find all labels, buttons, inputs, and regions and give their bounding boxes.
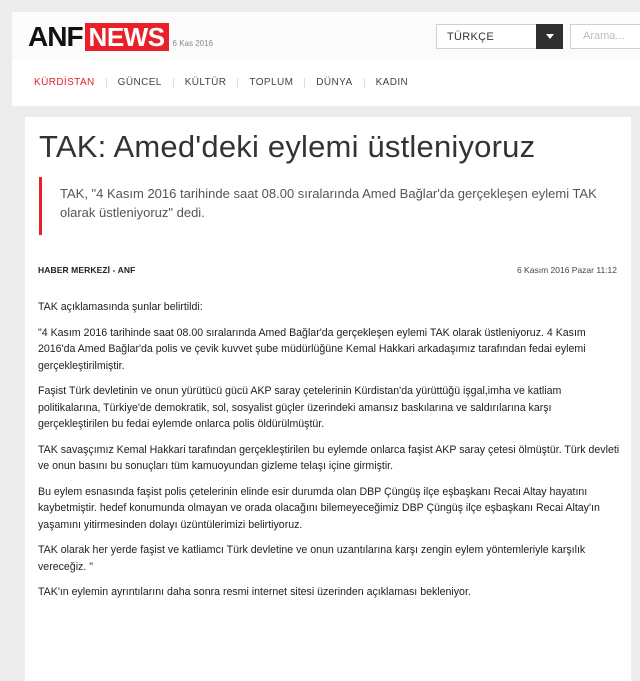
nav-item-guncel[interactable]: GÜNCEL — [106, 78, 173, 88]
search-input[interactable]: Arama... — [570, 24, 640, 49]
article-paragraph: TAK açıklamasında şunlar belirtildi: — [38, 301, 203, 313]
logo-anf-text: ANF — [28, 21, 83, 52]
logo-news-text: NEWS — [85, 23, 169, 51]
main-nav — [12, 60, 640, 106]
nav-item-kadin[interactable]: KADIN — [364, 78, 420, 88]
article-summary: TAK, "4 Kasım 2016 tarihinde saat 08.00 sıralarında Amed Bağlar'da gerçekleşen eylemi TAK olarak üstleniyoruz" dedi. — [39, 177, 599, 235]
article-body — [38, 299, 623, 610]
article-paragraph: Faşist Türk devletinin ve onun yürütücü gücü AKP saray çetelerinin Kürdistan'da yürüttüğü işgal,imha ve katliam politikalarına, Türkiye'de demokratik, sol, sosyalist güçler üzerindeki amansız baskılarına ve saldırılarına karşı gerçekleştirilen bu fedai eylemde onlarca polis öldürülmüştür. — [38, 385, 562, 430]
caret-down-icon — [546, 34, 554, 39]
article-paragraph: Bu eylem esnasında faşist polis çetelerinin elinde esir durumda olan DBP Çüngüş ilçe eşbaşkanı Recai Altay hayatını kaybetmiştir. hedef konumunda olmayan ve orada olacağını bilemeyeceğimiz DBP Çüngüş ilçe eşbaşkanı Recai Altay'ın yaşamını yitirmesinden dolayı üzüntülerimizi belirtiyoruz. — [38, 485, 600, 531]
language-select[interactable] — [436, 24, 563, 49]
article-paragraph: TAK savaşçımız Kemal Hakkari tarafından gerçekleştirilen bu eylemde onlarca faşist AKP saray çetesi ölmüştür. Türk devleti ve onun basını bu sonuçları tüm kamuoyundan gizleme telaşı içine girmiştir. — [38, 443, 620, 472]
language-value: TÜRKÇE — [447, 31, 495, 43]
anf-news-logo[interactable] — [28, 21, 213, 51]
article-byline: HABER MERKEZİ - ANF — [38, 265, 136, 275]
article-paragraph: TAK'ın eylemin ayrıntılarını daha sonra resmi internet sitesi üzerinden açıklaması bekleniyor. — [38, 586, 471, 598]
article-paragraph: "4 Kasım 2016 tarihinde saat 08.00 sıralarında Amed Bağlar'da gerçekleşen eylemi TAK olarak üstleniyoruz. 4 Kasım 2016'da Amed Bağlar'da polis ve çevik kuvvet şube müdürlüğüne Kemal Hakkari arkadaşımız tarafından fedai eylemi gerçekleştirilmiştir. — [38, 326, 586, 372]
article — [25, 117, 631, 681]
article-title: TAK: Amed'deki eylemi üstleniyoruz — [39, 129, 536, 164]
language-dropdown-button[interactable] — [536, 24, 563, 49]
site-header — [12, 12, 640, 60]
nav-item-kurdistan[interactable]: KÜRDİSTAN — [34, 77, 95, 88]
nav-item-kultur[interactable]: KÜLTÜR — [173, 78, 238, 88]
article-pubdate: 6 Kasım 2016 Pazar 11:12 — [516, 265, 617, 275]
header-date: 6 Kas 2016 — [172, 39, 214, 48]
nav-item-dunya[interactable]: DÜNYA — [304, 78, 363, 88]
article-paragraph: TAK olarak her yerde faşist ve katliamcı Türk devletine ve onun uzantılarına karşı zengin eylem yöntemleriyle karşılık vereceğiz. " — [38, 544, 586, 573]
nav-item-toplum[interactable]: TOPLUM — [237, 78, 304, 88]
